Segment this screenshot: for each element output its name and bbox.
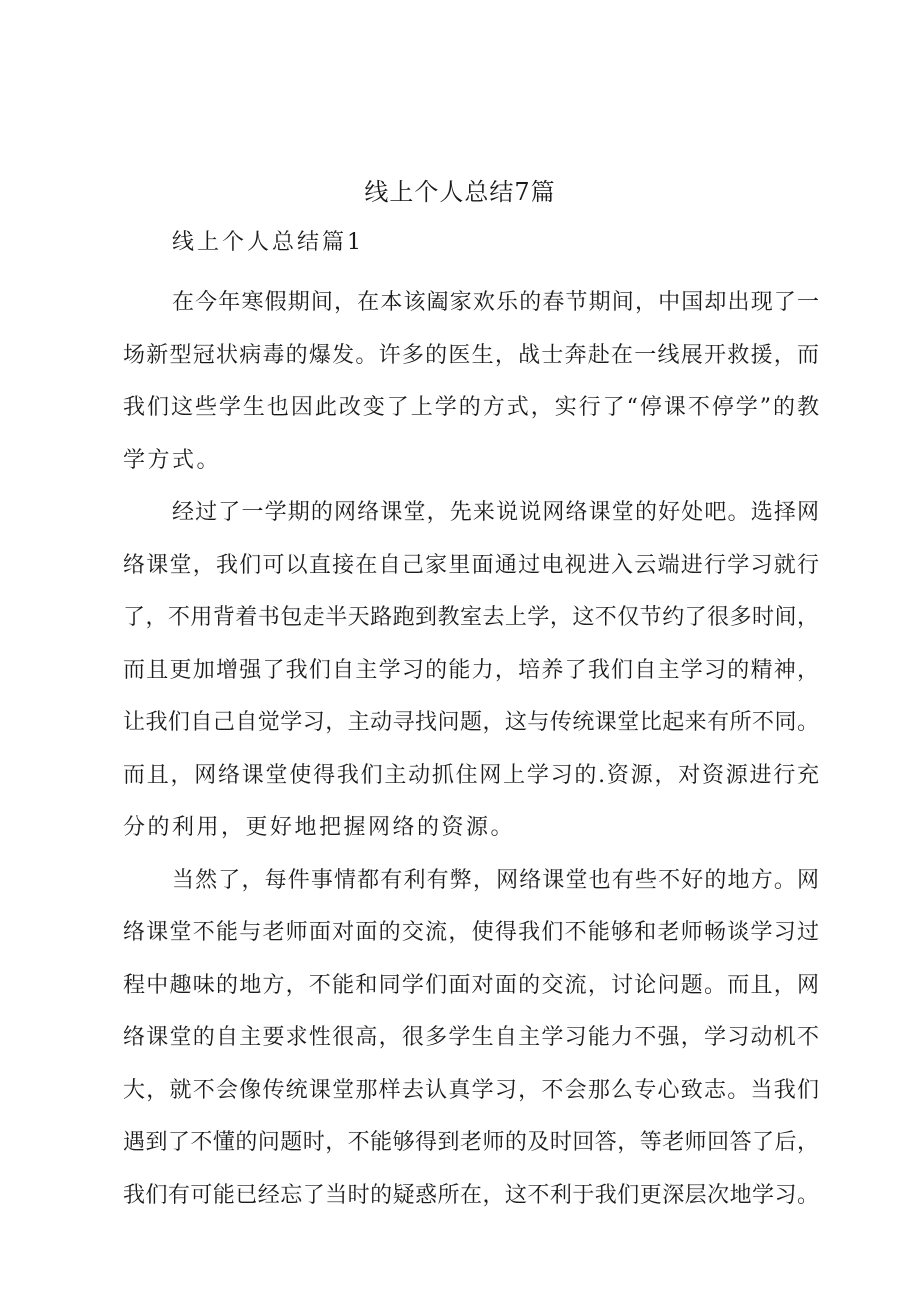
paragraph-3	[123, 855, 819, 1223]
text-line: 当然了，每件事情都有利有弊，网络课堂也有些不好的地方。网	[172, 867, 819, 893]
text-line: 络课堂，我们可以直接在自己家里面通过电视进入云端进行学习就行	[123, 552, 819, 578]
text-line: 经过了一学期的网络课堂，先来说说网络课堂的好处吧。选择网	[172, 500, 819, 525]
text-line: 遇到了不懂的问题时，不能够得到老师的及时回答，等老师回答了后，	[123, 1130, 819, 1155]
text-line: 分的利用，更好地把握网络的资源。	[123, 815, 516, 840]
section-heading: 线上个人总结篇1	[172, 230, 364, 255]
text-line: 我们这些学生也因此改变了上学的方式，实行了“停课不停学”的教	[123, 395, 819, 420]
text-line: 了，不用背着书包走半天路跑到教室去上学，这不仅节约了很多时间，	[123, 605, 819, 630]
text-line: 大，就不会像传统课堂那样去认真学习，不会那么专心致志。当我们	[123, 1077, 819, 1103]
paragraph-1	[123, 277, 819, 487]
text-line: 在今年寒假期间，在本该阖家欢乐的春节期间，中国却出现了一	[172, 290, 819, 315]
text-line: 让我们自己自觉学习，主动寻找问题，这与传统课堂比起来有所不同。	[123, 710, 819, 735]
text-line: 络课堂不能与老师面对面的交流，使得我们不能够和老师畅谈学习过	[123, 920, 819, 945]
document-body	[123, 277, 819, 1222]
paragraph-2	[123, 487, 819, 855]
text-line: 络课堂的自主要求性很高，很多学生自主学习能力不强，学习动机不	[123, 1025, 819, 1050]
text-line: 而且，网络课堂使得我们主动抓住网上学习的.资源，对资源进行充	[123, 762, 819, 788]
text-line: 学方式。	[123, 447, 222, 473]
text-line: 场新型冠状病毒的爆发。许多的医生，战士奔赴在一线展开救援，而	[123, 342, 819, 368]
text-line: 程中趣味的地方，不能和同学们面对面的交流，讨论问题。而且，网	[123, 972, 819, 998]
text-line: 而且更加增强了我们自主学习的能力，培养了我们自主学习的精神，	[123, 657, 819, 683]
document-title: 线上个人总结7篇	[364, 178, 556, 206]
text-line: 我们有可能已经忘了当时的疑惑所在，这不利于我们更深层次地学习。	[123, 1182, 819, 1208]
